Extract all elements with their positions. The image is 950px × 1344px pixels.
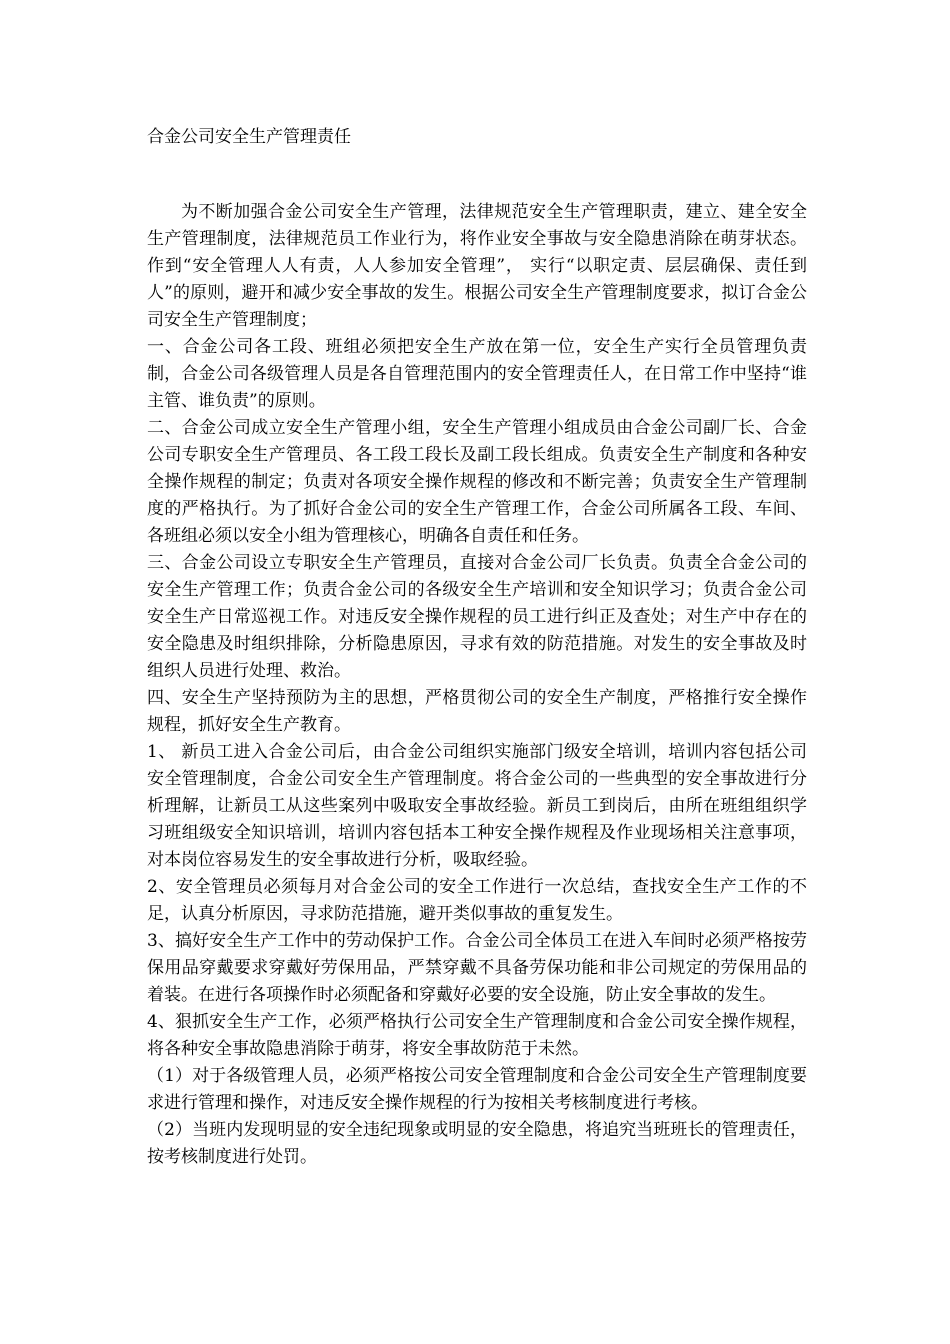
document-body (147, 199, 807, 1171)
paragraph-item-2: 2、安全管理员必须每月对合金公司的安全工作进行一次总结，查找安全生产工作的不足，认真分析原因，寻求防范措施，避开类似事故的重复发生。 (147, 877, 807, 924)
paragraph-section-3: 三、合金公司设立专职安全生产管理员，直接对合金公司厂长负责。负责全合金公司的安全生产管理工作；负责合金公司的各级安全生产培训和安全知识学习；负责合金公司安全生产日常巡视工作。对违反安全操作规程的员工进行纠正及查处；对生产中存在的安全隐患及时组织排除，分析隐患原因，寻求有效的防范措施。对发生的安全事故及时组织人员进行处理、救治。 (147, 553, 807, 681)
paragraph-item-4: 4、狠抓安全生产工作，必须严格执行公司安全生产管理制度和合金公司安全操作规程，将各种安全事故隐患消除于萌芽，将安全事故防范于未然。 (147, 1012, 807, 1059)
paragraph-subitem-2: （2）当班内发现明显的安全违纪现象或明显的安全隐患，将追究当班班长的管理责任，按考核制度进行处罚。 (147, 1120, 807, 1167)
paragraph-section-4: 四、安全生产坚持预防为主的思想，严格贯彻公司的安全生产制度，严格推行安全操作规程，抓好安全生产教育。 (147, 688, 807, 735)
intro-paragraph: 为不断加强合金公司安全生产管理，法律规范安全生产管理职责，建立、建全安全生产管理制度，法律规范员工作业行为，将作业安全事故与安全隐患消除在萌芽状态。作到“安全管理人人有责，人人参加安全管理”， 实行“以职定责、层层确保、责任到人”的原则，避开和减少安全事故的发生。根据公司安全生产管理制度要求，拟订合金公司安全生产管理制度； (147, 202, 807, 330)
paragraph-subitem-1: （1）对于各级管理人员，必须严格按公司安全管理制度和合金公司安全生产管理制度要求进行管理和操作，对违反安全操作规程的行为按相关考核制度进行考核。 (147, 1066, 807, 1113)
document-title: 合金公司安全生产管理责任 (147, 127, 351, 147)
paragraph-item-3: 3、搞好安全生产工作中的劳动保护工作。合金公司全体员工在进入车间时必须严格按劳保用品穿戴要求穿戴好劳保用品，严禁穿戴不具备劳保功能和非公司规定的劳保用品的着装。在进行各项操作时必须配备和穿戴好必要的安全设施，防止安全事故的发生。 (147, 931, 807, 1005)
paragraph-section-2: 二、合金公司成立安全生产管理小组，安全生产管理小组成员由合金公司副厂长、合金公司专职安全生产管理员、各工段工段长及副工段长组成。负责安全生产制度和各种安全操作规程的制定；负责对各项安全操作规程的修改和不断完善；负责安全生产管理制度的严格执行。为了抓好合金公司的安全生产管理工作，合金公司所属各工段、车间、各班组必须以安全小组为管理核心，明确各自责任和任务。 (147, 418, 807, 546)
paragraph-item-1: 1、 新员工进入合金公司后，由合金公司组织实施部门级安全培训，培训内容包括公司安全管理制度，合金公司安全生产管理制度。将合金公司的一些典型的安全事故进行分析理解，让新员工从这些案列中吸取安全事故经验。新员工到岗后，由所在班组组织学习班组级安全知识培训，培训内容包括本工种安全操作规程及作业现场相关注意事项，对本岗位容易发生的安全事故进行分析，吸取经验。 (147, 742, 807, 870)
paragraph-section-1: 一、合金公司各工段、班组必须把安全生产放在第一位，安全生产实行全员管理负责制，合金公司各级管理人员是各自管理范围内的安全管理责任人，在日常工作中坚持“谁主管、谁负责”的原则。 (147, 337, 807, 411)
